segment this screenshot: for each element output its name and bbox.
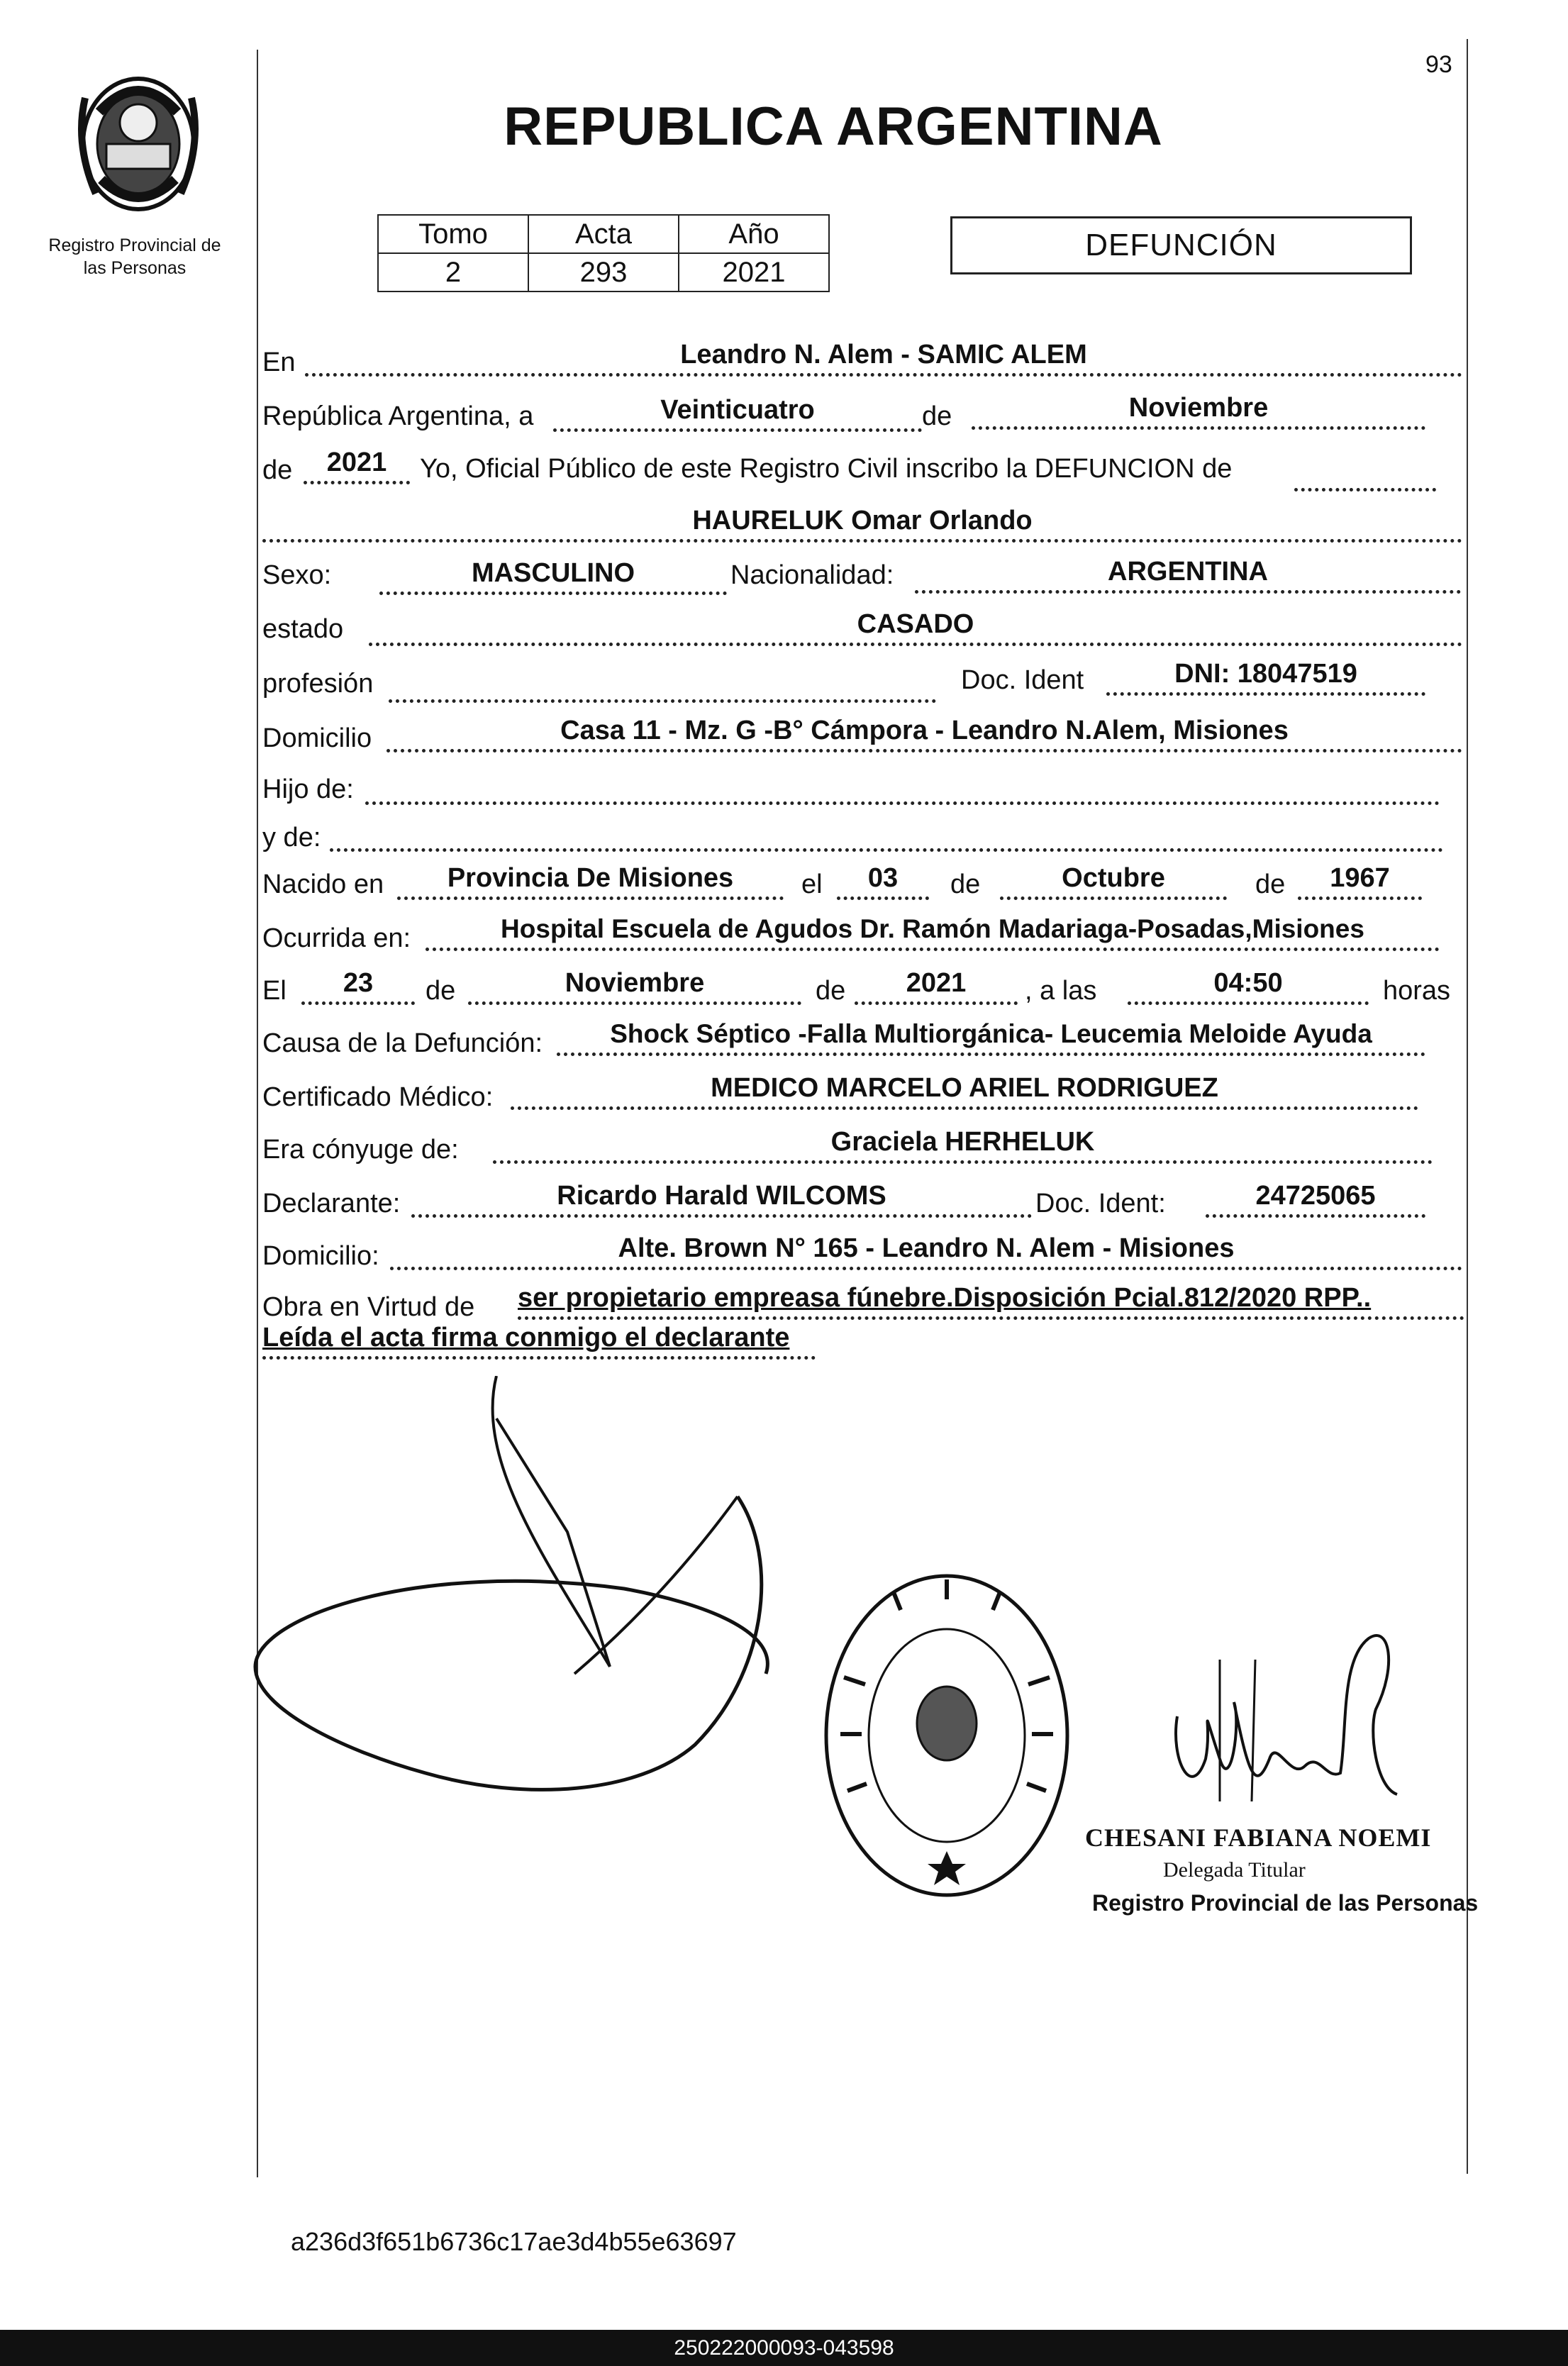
declarante-label: Declarante: [262, 1189, 401, 1218]
en-label: En [262, 348, 296, 377]
acta-table-header-row [378, 215, 829, 253]
acta-table [377, 214, 830, 292]
republica-label: República Argentina, a [262, 401, 534, 431]
decl-domicilio-label: Domicilio: [262, 1241, 379, 1271]
el-label-2: El [262, 976, 287, 1006]
nacionalidad-label: Nacionalidad: [730, 560, 894, 590]
document-title: REPUBLICA ARGENTINA [504, 96, 1163, 157]
death-month-field: Noviembre [468, 967, 801, 1005]
nacido-label: Nacido en [262, 870, 384, 899]
page-number: 93 [1425, 51, 1452, 78]
obra-label: Obra en Virtud de [262, 1292, 475, 1322]
official-role: Delegada Titular [1163, 1858, 1306, 1882]
death-year-field: 2021 [855, 967, 1018, 1005]
causa-field: Shock Séptico -Falla Multiorgánica- Leucemia Meloide Ayuda [557, 1018, 1425, 1056]
official-stamp [823, 1571, 1071, 1901]
domicilio-label: Domicilio [262, 723, 372, 753]
hijo-label: Hijo de: [262, 774, 354, 804]
acta-value-acta: 293 [528, 253, 679, 291]
yo-trailing-field [1294, 454, 1436, 491]
sexo-label: Sexo: [262, 560, 332, 590]
ocurrida-en-field: Hospital Escuela de Agudos Dr. Ramón Madariaga-Posadas,Misiones [426, 913, 1440, 951]
month-field: Noviembre [972, 392, 1425, 430]
estado-label: estado [262, 614, 344, 644]
official-signature [1163, 1617, 1404, 1844]
issuer-label [28, 234, 241, 279]
de-label-4: de [426, 976, 456, 1006]
act-type-box: DEFUNCIÓN [950, 216, 1412, 274]
decl-domicilio-field: Alte. Brown N° 165 - Leandro N. Alem - Misiones [390, 1233, 1462, 1270]
yde-field [330, 814, 1443, 852]
doc-ident-field: DNI: 18047519 [1106, 658, 1425, 696]
de-label-2: de [950, 870, 981, 899]
yo-text: Yo, Oficial Público de este Registro Civil inscribo la DEFUNCION de [420, 454, 1233, 484]
birth-day-field: 03 [837, 862, 929, 900]
causa-label: Causa de la Defunción: [262, 1028, 543, 1058]
de-label-5: de [816, 976, 846, 1006]
birth-month-field: Octubre [1000, 862, 1227, 900]
acta-value-tomo: 2 [378, 253, 528, 291]
official-org: Registro Provincial de las Personas [1092, 1890, 1479, 1916]
right-margin-line [1467, 39, 1468, 2174]
declarant-signature [241, 1376, 780, 1830]
footer-code: 250222000093-043598 [674, 2336, 894, 2360]
de-label-3: de [1255, 870, 1286, 899]
document-hash: a236d3f651b6736c17ae3d4b55e63697 [291, 2227, 737, 2256]
profesion-field [389, 665, 936, 703]
place-field: Leandro N. Alem - SAMIC ALEM [305, 339, 1462, 377]
estado-field: CASADO [369, 609, 1462, 646]
horas-label: horas [1383, 976, 1451, 1006]
de-label-1: de [922, 401, 952, 431]
acta-header-anio: Año [679, 215, 829, 253]
certificado-field: MEDICO MARCELO ARIEL RODRIGUEZ [511, 1072, 1418, 1110]
deceased-name-field: HAURELUK Omar Orlando [262, 505, 1462, 543]
acta-header-tomo: Tomo [378, 215, 528, 253]
doc-ident-label: Doc. Ident [961, 665, 1084, 695]
issuer-label-line2: las Personas [83, 258, 187, 278]
acta-table-value-row [378, 253, 829, 291]
nacionalidad-field: ARGENTINA [915, 556, 1461, 594]
obra-line1: ser propietario empreasa fúnebre.Disposición Pcial.812/2020 RPP.. [518, 1282, 1464, 1320]
de-year-label: de [262, 455, 293, 485]
birth-year-field: 1967 [1298, 862, 1422, 900]
el-label: el [801, 870, 823, 899]
yde-label: y de: [262, 823, 321, 852]
death-day-field: 23 [301, 967, 415, 1005]
left-margin-line [257, 50, 258, 2177]
official-name: CHESANI FABIANA NOEMI [1085, 1823, 1432, 1852]
death-time-field: 04:50 [1128, 967, 1369, 1005]
profesion-label: profesión [262, 669, 374, 699]
nacido-en-field: Provincia De Misiones [397, 862, 784, 900]
conyuge-field: Graciela HERHELUK [493, 1126, 1433, 1164]
ocurrida-label: Ocurrida en: [262, 923, 411, 953]
sexo-field: MASCULINO [379, 557, 727, 595]
alas-label: , a las [1025, 976, 1097, 1006]
province-emblem [67, 55, 209, 226]
certificado-label: Certificado Médico: [262, 1082, 494, 1112]
decl-doc-label: Doc. Ident: [1035, 1189, 1166, 1218]
declarante-field: Ricardo Harald WILCOMS [411, 1180, 1032, 1218]
acta-value-anio: 2021 [679, 253, 829, 291]
footer-bar [0, 2330, 1568, 2366]
obra-line2: Leída el acta firma conmigo el declarante [262, 1322, 816, 1360]
decl-doc-field: 24725065 [1206, 1180, 1425, 1218]
hijo-field [365, 767, 1440, 805]
acta-header-acta: Acta [528, 215, 679, 253]
domicilio-field: Casa 11 - Mz. G -B° Cámpora - Leandro N.Alem, Misiones [387, 715, 1462, 752]
day-words-field: Veinticuatro [553, 394, 922, 432]
issuer-label-line1: Registro Provincial de [48, 235, 221, 255]
year-field: 2021 [304, 447, 410, 484]
conyuge-label: Era cónyuge de: [262, 1135, 459, 1165]
